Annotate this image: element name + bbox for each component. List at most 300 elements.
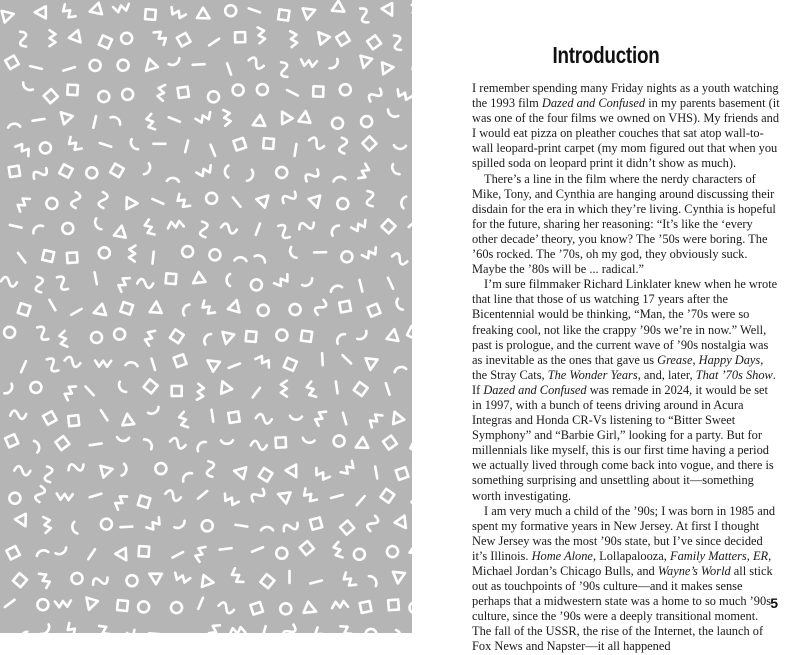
triangle-shape	[233, 465, 246, 479]
zigzag-shape	[99, 623, 111, 633]
circle-shape	[274, 165, 290, 181]
zigzag-shape	[55, 600, 71, 607]
arc-shape	[144, 438, 154, 450]
arc-shape	[386, 110, 398, 119]
square-shape	[172, 386, 182, 396]
zigzag-shape	[113, 4, 130, 13]
zigzag-shape	[341, 572, 356, 588]
arc-shape	[357, 331, 368, 341]
arc-shape	[21, 82, 33, 92]
zigzag-shape	[59, 331, 68, 348]
triangle-shape	[382, 3, 398, 18]
zigzag-shape	[301, 488, 317, 503]
circle-shape	[209, 249, 221, 261]
triangle-shape	[228, 298, 243, 312]
circle-shape	[69, 571, 84, 586]
triangle-shape	[309, 196, 324, 210]
circle-shape	[206, 89, 221, 104]
arc-shape	[129, 139, 138, 151]
square-shape	[117, 600, 128, 611]
line-shape	[152, 359, 156, 370]
squiggle-shape	[250, 486, 267, 504]
line-shape	[211, 145, 215, 156]
arc-shape	[227, 274, 230, 286]
square-shape	[177, 33, 191, 47]
zigzag-shape	[333, 542, 343, 559]
arc-shape	[255, 253, 267, 262]
page-title: Introduction	[447, 42, 765, 69]
circle-shape	[29, 381, 43, 395]
line-shape	[235, 525, 247, 527]
text-run: , Michael Jordan’s Chicago Bulls, and	[472, 549, 771, 578]
arc-shape	[8, 123, 20, 127]
text-run: ,	[747, 549, 753, 563]
line-shape	[5, 600, 15, 607]
triangle-shape	[115, 548, 131, 564]
squiggle-shape	[67, 460, 85, 474]
line-shape	[152, 199, 163, 204]
line-shape	[342, 355, 351, 363]
square-shape	[381, 219, 395, 233]
line-shape	[198, 598, 203, 609]
triangle-shape	[126, 197, 137, 209]
circle-shape	[115, 58, 130, 73]
triangle-shape	[303, 4, 318, 19]
line-shape	[71, 309, 81, 315]
circle-shape	[230, 82, 245, 97]
square-shape	[235, 32, 245, 42]
zigzag-shape	[65, 623, 80, 633]
zigzag-shape	[358, 164, 370, 181]
line-shape	[198, 491, 207, 499]
triangle-shape	[382, 61, 394, 74]
line-shape	[33, 119, 45, 121]
zigzag-shape	[95, 361, 111, 367]
line-shape	[63, 67, 74, 71]
text-run: I remember spending many Friday nights as a youth watching the 1993 film	[472, 81, 779, 110]
square-shape	[55, 436, 69, 450]
square-shape	[396, 467, 409, 480]
zigzag-shape	[113, 493, 127, 510]
squiggle-shape	[64, 356, 81, 367]
square-shape	[145, 9, 156, 20]
squiggle-shape	[169, 437, 187, 449]
triangle-shape	[277, 109, 293, 124]
arc-shape	[302, 278, 314, 288]
squiggle-shape	[33, 276, 46, 294]
zigzag-shape	[207, 622, 220, 633]
zigzag-shape	[274, 274, 291, 288]
circle-shape	[365, 628, 377, 633]
square-shape	[138, 495, 150, 507]
square-shape	[246, 331, 257, 342]
triangle-shape	[88, 3, 102, 18]
squiggle-shape	[297, 218, 315, 233]
square-shape	[18, 303, 31, 316]
zigzag-shape	[116, 275, 130, 292]
line-shape	[220, 548, 232, 549]
italic-title: That ’70s Show	[696, 368, 773, 382]
circle-shape	[153, 461, 169, 477]
square-shape	[144, 379, 158, 393]
arc-shape	[31, 223, 43, 233]
squiggle-shape	[366, 514, 379, 532]
square-shape	[367, 35, 381, 49]
zigzag-shape	[300, 59, 317, 67]
triangle-shape	[15, 514, 31, 529]
squiggle-shape	[281, 622, 297, 633]
line-shape	[88, 549, 95, 559]
line-shape	[18, 253, 25, 263]
zigzag-shape	[340, 623, 353, 633]
zigzag-shape	[230, 568, 244, 585]
line-shape	[90, 494, 101, 498]
triangle-shape	[395, 516, 411, 532]
square-shape	[362, 136, 376, 150]
triangle-shape	[92, 304, 106, 319]
squiggle-shape	[71, 192, 80, 208]
line-shape	[322, 353, 323, 365]
arc-shape	[36, 549, 48, 556]
triangle-shape	[146, 568, 161, 584]
circle-shape	[45, 196, 59, 210]
line-shape	[212, 410, 214, 422]
square-shape	[5, 434, 18, 447]
italic-title: ER	[753, 549, 768, 563]
square-shape	[170, 329, 184, 343]
circle-shape	[97, 245, 112, 260]
arc-shape	[93, 218, 101, 230]
square-shape	[178, 87, 189, 98]
zigzag-shape	[15, 195, 29, 211]
arc-shape	[71, 522, 77, 534]
zigzag-shape	[63, 383, 76, 400]
square-shape	[67, 252, 78, 263]
text-run: ,	[692, 353, 698, 367]
squiggle-shape	[98, 192, 108, 208]
circle-shape	[99, 516, 114, 531]
triangle-shape	[256, 191, 272, 207]
triangle-shape	[35, 6, 46, 18]
line-shape	[152, 252, 153, 264]
squiggle-shape	[35, 486, 45, 503]
arc-shape	[221, 440, 233, 444]
line-shape	[252, 547, 263, 551]
arc-shape	[111, 115, 123, 125]
circle-shape	[89, 330, 105, 346]
text-page	[412, 0, 800, 633]
line-shape	[169, 117, 180, 121]
triangle-shape	[286, 465, 302, 480]
triangle-shape	[149, 629, 164, 633]
zigzag-shape	[367, 411, 382, 427]
circle-shape	[138, 601, 150, 613]
triangle-shape	[197, 8, 213, 24]
zigzag-shape	[129, 245, 136, 261]
arc-shape	[167, 177, 179, 181]
triangle-shape	[250, 115, 265, 131]
triangle-shape	[56, 108, 72, 124]
square-shape	[300, 541, 314, 555]
square-shape	[110, 164, 124, 178]
squiggle-shape	[251, 441, 267, 450]
line-shape	[93, 116, 96, 128]
line-shape	[388, 278, 393, 289]
text-run: , and, later,	[638, 368, 696, 382]
triangle-shape	[202, 575, 215, 588]
squiggle-shape	[282, 519, 300, 535]
triangle-shape	[142, 59, 158, 75]
zigzag-shape	[173, 573, 190, 584]
italic-title: Dazed and Confused	[483, 383, 586, 397]
circle-shape	[257, 304, 270, 317]
zigzag-shape	[66, 137, 81, 153]
arc-shape	[225, 165, 229, 177]
triangle-shape	[2, 8, 16, 22]
line-shape	[249, 8, 260, 12]
zigzag-shape	[50, 30, 56, 46]
circle-shape	[7, 491, 22, 506]
square-shape	[284, 358, 297, 371]
text-run: I am very much a child of the ’90s; I was born in 1985 and spent my formative years in New Jersey. At first I thought New Jersey was the most ’90s state, but I’ve since decided it’s Illinois.	[472, 504, 775, 563]
zigzag-shape	[200, 301, 215, 317]
circle-shape	[359, 114, 375, 130]
line-shape	[209, 39, 219, 46]
zigzag-shape	[290, 31, 297, 47]
circle-shape	[112, 327, 127, 342]
zigzag-shape	[195, 112, 212, 124]
line-shape	[90, 443, 102, 445]
triangle-shape	[332, 1, 348, 17]
text-run: There’s a line in the film where the nerdy characters of Mike, Tony, and Cynthia are hanging around discussing their disdain for the era in which they’re living. Cynthia is hopeful for the future, sharing her reasoning: “It’s like the ‘every other decade’ theory, you know? The ’50s were boring. The ’60s rocked. The ’70s, oh my god, they obviously suck. Maybe the ’80s will be ... radical.”	[472, 172, 776, 277]
arc-shape	[41, 624, 51, 633]
line-shape	[101, 410, 108, 420]
page-number: 5	[770, 595, 778, 611]
circle-shape	[224, 4, 238, 18]
triangle-shape	[217, 379, 232, 394]
zigzag-shape	[167, 220, 184, 228]
line-shape	[357, 496, 365, 505]
triangle-shape	[220, 332, 234, 345]
circle-shape	[202, 520, 213, 531]
arc-shape	[330, 59, 340, 70]
line-shape	[375, 467, 377, 479]
circle-shape	[37, 598, 49, 610]
line-shape	[386, 383, 390, 394]
squiggle-shape	[337, 137, 348, 154]
squiggle-shape	[198, 221, 210, 239]
circle-shape	[331, 117, 344, 130]
circle-shape	[276, 330, 287, 341]
square-shape	[5, 55, 19, 69]
square-shape	[367, 304, 380, 317]
triangle-shape	[387, 328, 401, 341]
square-shape	[13, 573, 27, 587]
circle-shape	[276, 547, 289, 560]
arc-shape	[174, 521, 186, 530]
circle-shape	[181, 245, 194, 258]
triangle-shape	[353, 437, 368, 453]
circle-shape	[38, 140, 53, 155]
italic-title: Happy Days	[699, 353, 761, 367]
arc-shape	[4, 384, 14, 396]
zigzag-shape	[351, 220, 368, 233]
triangle-shape	[204, 356, 220, 372]
squiggle-shape	[363, 190, 377, 208]
arc-shape	[395, 299, 403, 311]
triangle-shape	[364, 358, 377, 370]
line-shape	[233, 197, 241, 206]
text-run: was remade in 2024, it would be set in 1997, with a bunch of teens driving around in Acura Integras and Honda CR-Vs listening to “Bitter Sweet Symphony” and “Barbie Girl,” looking for a party. But for millennials like myself, this is our first time having a period we actually lived through come back into vogue, and there is something surprising and unsettling about it—something worth investigating.	[472, 383, 774, 503]
arc-shape	[117, 437, 129, 441]
arc-shape	[234, 257, 246, 261]
line-shape	[95, 272, 97, 284]
square-shape	[340, 521, 354, 535]
squiggle-shape	[217, 601, 235, 614]
square-shape	[67, 85, 78, 96]
line-shape	[343, 413, 346, 425]
square-shape	[43, 411, 57, 425]
squiggle-shape	[356, 6, 372, 24]
line-shape	[173, 552, 184, 558]
text-run: . If	[472, 368, 776, 397]
arc-shape	[335, 332, 345, 344]
zigzag-shape	[255, 354, 272, 368]
squiggle-shape	[44, 356, 62, 373]
zigzag-shape	[154, 29, 169, 45]
square-shape	[336, 32, 350, 46]
zigzag-shape	[197, 384, 204, 400]
paragraph	[472, 81, 780, 172]
triangle-shape	[314, 28, 330, 44]
arc-shape	[195, 440, 205, 451]
square-shape	[263, 138, 274, 149]
line-shape	[227, 63, 231, 74]
square-shape	[250, 602, 263, 615]
arc-shape	[202, 332, 211, 344]
arc-shape	[302, 438, 314, 444]
arc-shape	[390, 164, 399, 176]
squiggle-shape	[204, 460, 217, 478]
zigzag-shape	[229, 627, 246, 633]
zigzag-shape	[169, 7, 186, 20]
arc-shape	[148, 407, 160, 416]
italic-title: The Wonder Years	[548, 368, 638, 382]
squiggle-shape	[247, 56, 265, 70]
triangle-shape	[114, 225, 128, 238]
square-shape	[383, 436, 397, 450]
circle-shape	[119, 31, 134, 46]
square-shape	[380, 489, 394, 503]
squiggle-shape	[164, 489, 182, 501]
square-shape	[120, 302, 133, 315]
memphis-pattern-panel	[0, 0, 412, 633]
square-shape	[276, 437, 287, 448]
square-shape	[44, 89, 58, 103]
zigzag-shape	[60, 4, 75, 20]
circle-shape	[250, 279, 263, 292]
text-run: all stick out as touchpoints of ’90s culture—and it makes sense perhaps that a midwestern state was a home to so much ’90s culture, since the ’90s were a deeply transitional moment. The fall of the USSR, the rise of the Internet, the launch of Fox News and Napster—it all happened	[472, 564, 773, 653]
square-shape	[360, 601, 372, 613]
arc-shape	[247, 170, 255, 182]
square-shape	[42, 250, 54, 262]
zigzag-shape	[157, 84, 165, 101]
squiggle-shape	[314, 298, 328, 316]
zigzag-shape	[223, 109, 231, 126]
square-shape	[139, 546, 150, 557]
circle-shape	[288, 302, 303, 317]
body-text	[472, 81, 780, 655]
square-shape	[388, 600, 399, 611]
line-shape	[310, 580, 322, 583]
line-shape	[21, 361, 26, 372]
arc-shape	[122, 464, 128, 476]
square-shape	[166, 273, 177, 284]
zigzag-shape	[362, 247, 379, 260]
arc-shape	[56, 547, 68, 556]
line-shape	[253, 388, 260, 398]
circle-shape	[96, 89, 112, 105]
italic-title: Home Alone	[532, 549, 593, 563]
italic-title: Family Matters	[670, 549, 747, 563]
squiggle-shape	[10, 409, 27, 420]
arc-shape	[330, 224, 339, 236]
text-run: , the Stray Cats,	[472, 353, 763, 382]
zigzag-shape	[43, 516, 51, 533]
italic-title: Dazed and Confused	[542, 96, 645, 110]
squiggle-shape	[1, 277, 18, 287]
line-shape	[100, 143, 111, 147]
square-shape	[228, 411, 239, 422]
zigzag-shape	[145, 114, 155, 131]
circle-shape	[61, 222, 74, 235]
triangle-shape	[304, 602, 319, 617]
line-shape	[336, 381, 338, 393]
triangle-shape	[83, 598, 98, 612]
line-shape	[193, 64, 205, 65]
line-shape	[359, 280, 362, 292]
circle-shape	[338, 82, 353, 97]
squiggle-shape	[220, 223, 237, 234]
squiggle-shape	[275, 223, 293, 241]
arc-shape	[181, 471, 192, 482]
square-shape	[313, 86, 323, 96]
zigzag-shape	[143, 220, 154, 237]
triangle-shape	[298, 110, 311, 122]
zigzag-shape	[194, 545, 206, 562]
line-shape	[262, 626, 265, 633]
line-shape	[185, 141, 188, 153]
circle-shape	[336, 197, 350, 211]
squiggle-shape	[43, 466, 55, 483]
circle-shape	[169, 600, 183, 614]
line-shape	[287, 90, 298, 95]
square-shape	[233, 138, 246, 151]
triangle-shape	[389, 409, 404, 424]
zigzag-shape	[56, 493, 72, 500]
arc-shape	[369, 574, 379, 586]
paragraph	[472, 504, 780, 655]
triangle-shape	[121, 413, 134, 425]
square-shape	[59, 164, 73, 178]
arc-shape	[288, 247, 296, 259]
line-shape	[256, 224, 260, 235]
triangle-shape	[392, 572, 405, 584]
line-shape	[120, 527, 132, 528]
circle-shape	[121, 88, 135, 102]
zigzag-shape	[313, 409, 326, 426]
line-shape	[295, 144, 297, 156]
